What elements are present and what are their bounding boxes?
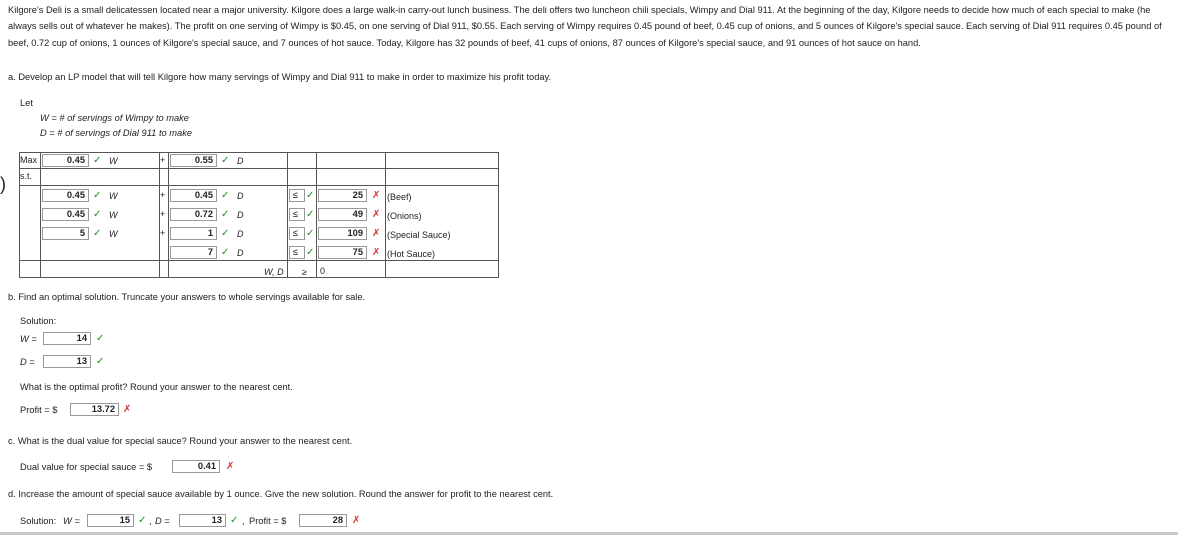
side-bracket: ) — [0, 174, 6, 194]
dual-cross: ✗ — [226, 461, 235, 472]
d-profit-label: Profit = $ — [249, 516, 287, 526]
onions-d-coef-input[interactable]: 0.72 — [170, 208, 217, 221]
nonneg-w-cell — [40, 260, 160, 278]
d-w-input[interactable]: 15 — [87, 514, 134, 527]
beef-sign-check: ✓ — [306, 190, 315, 201]
onions-sign-check: ✓ — [306, 209, 315, 220]
objective-d-coef-input[interactable]: 0.55 — [170, 154, 217, 167]
onions-rhs-input[interactable]: 49 — [318, 208, 367, 221]
sauce-d-coef-input[interactable]: 1 — [170, 227, 217, 240]
sauce-rhs-input[interactable]: 109 — [318, 227, 367, 240]
d-w-check: ✓ — [138, 515, 147, 526]
beef-d-coef-input[interactable]: 0.45 — [170, 189, 217, 202]
onions-sign-select[interactable]: ≤ — [289, 208, 305, 221]
hot-sign-check: ✓ — [306, 247, 315, 258]
d-d-check: ✓ — [230, 515, 239, 526]
beef-sign-select[interactable]: ≤ — [289, 189, 305, 202]
plus-sign: + — [160, 228, 166, 238]
nonneg-left-cell — [19, 260, 41, 278]
max-rhs-cell — [316, 152, 386, 169]
st-sign-cell — [287, 168, 317, 186]
onions-d-var: D — [237, 210, 244, 220]
onions-w-coef-input[interactable]: 0.45 — [42, 208, 89, 221]
nonneg-vars: W, D — [264, 267, 284, 277]
part-b-question: b. Find an optimal solution. Truncate your answers to whole servings available for sale. — [8, 292, 366, 302]
dual-value-input[interactable]: 0.41 — [172, 460, 220, 473]
hot-rhs-input[interactable]: 75 — [318, 246, 367, 259]
constraint-left-cell — [19, 185, 41, 261]
hot-label: (Hot Sauce) — [387, 249, 436, 259]
beef-label: (Beef) — [387, 192, 412, 202]
solution-label: Solution: — [20, 316, 57, 326]
hot-d-coef-input[interactable]: 7 — [170, 246, 217, 259]
st-d-cell — [168, 168, 288, 186]
sauce-w-var: W — [109, 229, 118, 239]
part-a-question: a. Develop an LP model that will tell Kilgore how many servings of Wimpy and Dial 911 to make in order to maximize his profit today. — [8, 72, 552, 82]
part-c-question: c. What is the dual value for special sauce? Round your answer to the nearest cent. — [8, 436, 353, 446]
sauce-sign-select[interactable]: ≤ — [289, 227, 305, 240]
max-label: Max — [20, 155, 38, 165]
objective-d-check: ✓ — [221, 155, 230, 166]
st-label-cell — [385, 168, 499, 186]
nonneg-sign: ≥ — [302, 267, 307, 277]
def-d: D = # of servings of Dial 911 to make — [40, 128, 193, 138]
nonneg-value: 0 — [320, 266, 326, 276]
b-d-check: ✓ — [96, 356, 105, 367]
b-d-input[interactable]: 13 — [43, 355, 91, 368]
d-solution-label: Solution: — [20, 516, 57, 526]
d-comma-2: , — [242, 516, 245, 526]
onions-w-check: ✓ — [93, 209, 102, 220]
hot-sign-select[interactable]: ≤ — [289, 246, 305, 259]
nonneg-label-cell — [385, 260, 499, 278]
hot-rhs-cross: ✗ — [372, 247, 381, 258]
beef-d-var: D — [237, 191, 244, 201]
b-w-check: ✓ — [96, 333, 105, 344]
plus-sign: + — [160, 209, 166, 219]
hot-d-var: D — [237, 248, 244, 258]
objective-w-check: ✓ — [93, 155, 102, 166]
b-d-label: D = — [20, 357, 35, 367]
beef-d-check: ✓ — [221, 190, 230, 201]
beef-w-coef-input[interactable]: 0.45 — [42, 189, 89, 202]
beef-rhs-cross: ✗ — [372, 190, 381, 201]
d-profit-cross: ✗ — [352, 515, 361, 526]
onions-w-var: W — [109, 210, 118, 220]
beef-rhs-input[interactable]: 25 — [318, 189, 367, 202]
st-w-cell — [40, 168, 160, 186]
b-profit-label: Profit = $ — [20, 405, 58, 415]
b-w-label: W = — [20, 334, 37, 344]
sauce-rhs-cross: ✗ — [372, 228, 381, 239]
max-sign-cell — [287, 152, 317, 169]
nonneg-rhs-cell — [316, 260, 386, 278]
plus-sign: + — [160, 155, 166, 165]
sauce-d-check: ✓ — [221, 228, 230, 239]
sauce-w-coef-input[interactable]: 5 — [42, 227, 89, 240]
d-w-label: W = — [63, 516, 80, 526]
dual-label: Dual value for special sauce = $ — [20, 462, 153, 472]
onions-rhs-cross: ✗ — [372, 209, 381, 220]
st-rhs-cell — [316, 168, 386, 186]
sauce-sign-check: ✓ — [306, 228, 315, 239]
sauce-label: (Special Sauce) — [387, 230, 451, 240]
onions-label: (Onions) — [387, 211, 422, 221]
objective-w-coef-input[interactable]: 0.45 — [42, 154, 89, 167]
st-label: s.t. — [20, 171, 33, 181]
beef-w-check: ✓ — [93, 190, 102, 201]
onions-d-check: ✓ — [221, 209, 230, 220]
sauce-w-check: ✓ — [93, 228, 102, 239]
plus-sign: + — [160, 190, 166, 200]
problem-statement: Kilgore's Deli is a small delicatessen located near a major university. Kilgore does a large walk-in carry-out lunch business. The deli offers two luncheon chili specials, Wimpy and Dial 911. At the beginning of the day, Kilgore needs to decide how much of each special to make (he always sells out of whatever he makes). The profit on one serving of Wimpy is $0.45, on one serving of Dial 911, $0.55. Each serving of Wimpy requires 0.45 pound of beef, 0.45 cup of onions, and 5 ounces of Kilgore's special sauce. Each serving of Dial 911 requires 0.45 pound of beef, 0.72 cup of onions, 1 ounces of Kilgore's special sauce, and 7 ounces of hot sauce. Today, Kilgore has 32 pounds of beef, 41 cups of onions, 87 ounces of Kilgore's special sauce, and 91 ounces of hot sauce on hand. — [8, 5, 1162, 48]
let-label: Let — [20, 98, 33, 108]
def-w: W = # of servings of Wimpy to make — [40, 113, 189, 123]
b-profit-input[interactable]: 13.72 — [70, 403, 119, 416]
d-comma-1: , — [149, 516, 152, 526]
b-profit-cross: ✗ — [123, 404, 132, 415]
d-d-input[interactable]: 13 — [179, 514, 226, 527]
d-d-label: D = — [155, 516, 170, 526]
beef-w-var: W — [109, 191, 118, 201]
sauce-d-var: D — [237, 229, 244, 239]
b-w-input[interactable]: 14 — [43, 332, 91, 345]
d-profit-input[interactable]: 28 — [299, 514, 347, 527]
objective-w-var: W — [109, 156, 118, 166]
profit-question: What is the optimal profit? Round your answer to the nearest cent. — [20, 382, 293, 392]
hot-d-check: ✓ — [221, 247, 230, 258]
part-d-question: d. Increase the amount of special sauce available by 1 ounce. Give the new solution. Round the answer for profit to the nearest cent. — [8, 489, 554, 499]
max-label-cell — [385, 152, 499, 169]
objective-d-var: D — [237, 156, 244, 166]
